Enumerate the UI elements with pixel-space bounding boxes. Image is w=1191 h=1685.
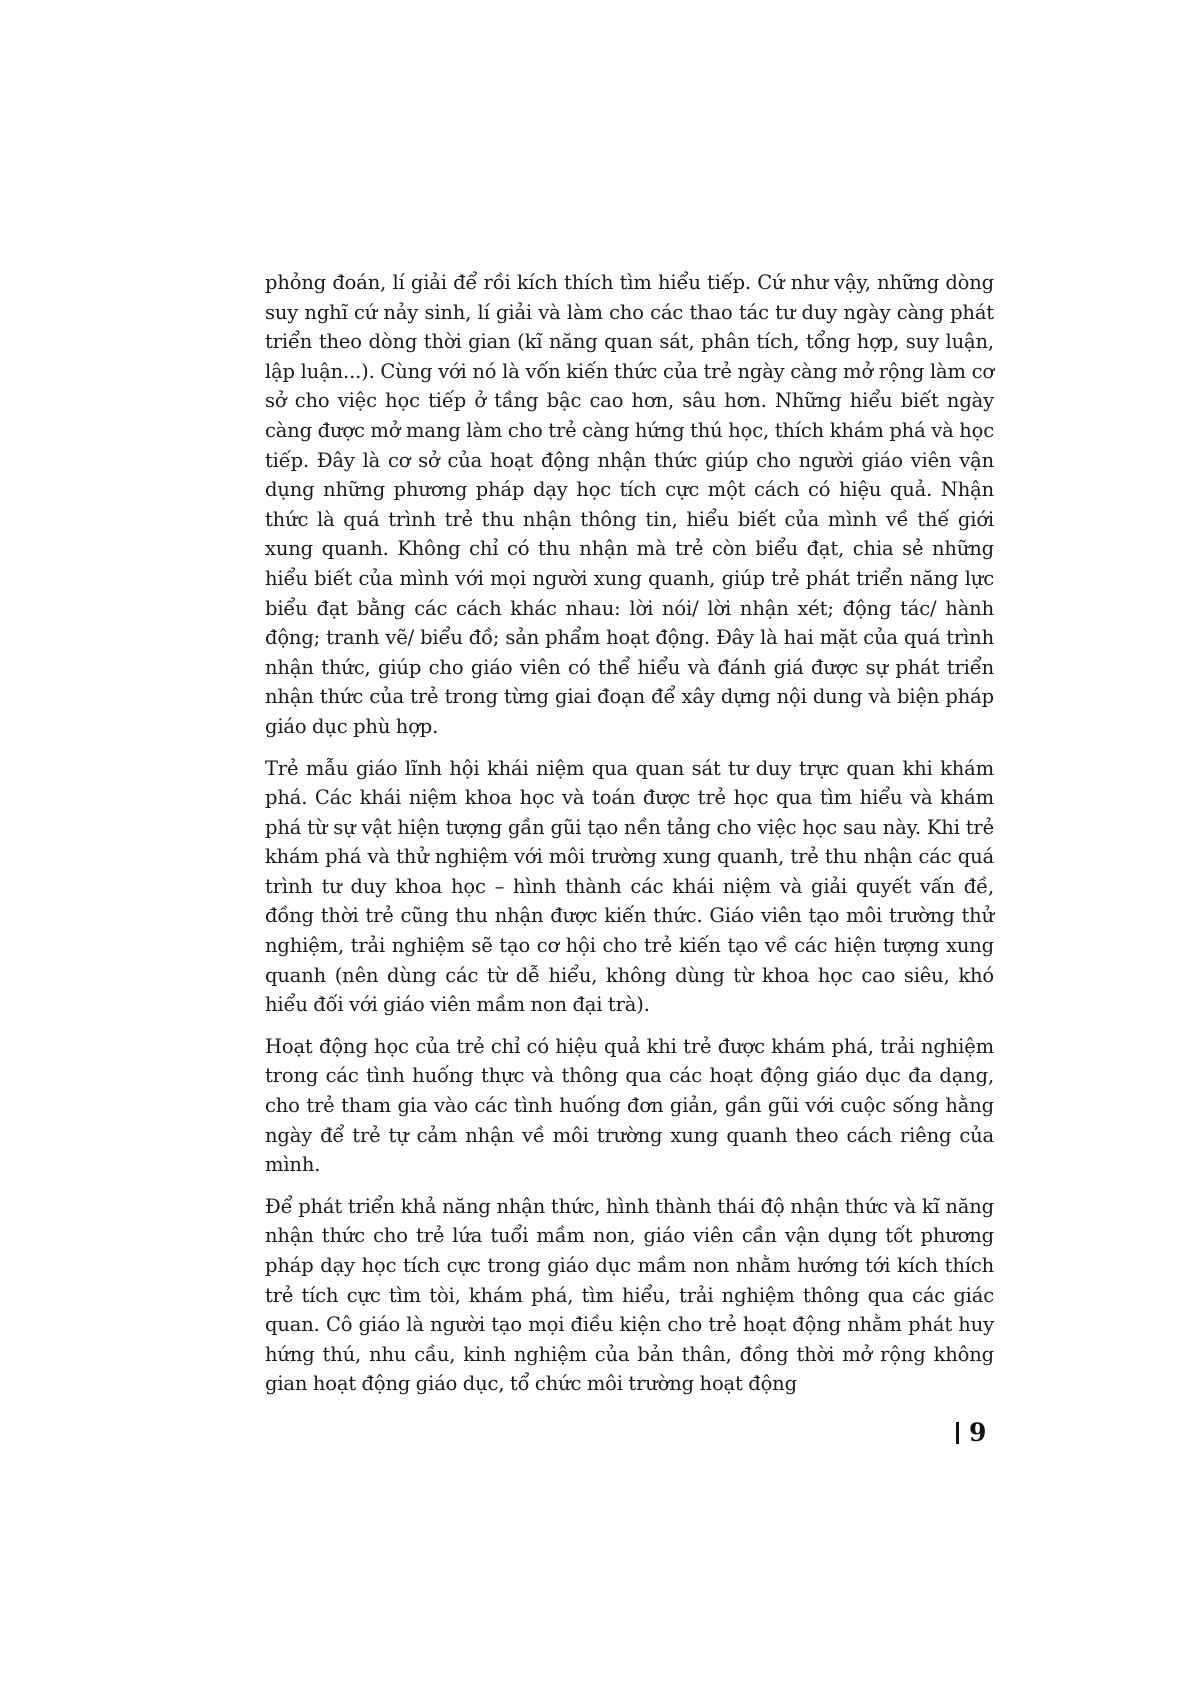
paragraph-2: Trẻ mẫu giáo lĩnh hội khái niệm qua quan sát tư duy trực quan khi khám phá. Các khái niệm khoa học và toán được trẻ học qua tìm hiểu và khám phá từ sự vật hiện tượng gần gũi tạo nền tảng cho việc học sau này. Khi trẻ khám phá và thử nghiệm với môi trường xung quanh, trẻ thu nhận các quá trình tư duy khoa học – hình thành các khái niệm và giải quyết vấn đề, đồng thời trẻ cũng thu nhận được kiến thức. Giáo viên tạo môi trường thử nghiệm, trải nghiệm sẽ tạo cơ hội cho trẻ kiến tạo về các hiện tượng xung quanh (nên dùng các từ dễ hiểu, không dùng từ khoa học cao siêu, khó hiểu đối với giáo viên mầm non đại trà). — [265, 756, 994, 1017]
page-body — [265, 268, 994, 1411]
paragraph-1: phỏng đoán, lí giải để rồi kích thích tìm hiểu tiếp. Cứ như vậy, những dòng suy nghĩ cứ nảy sinh, lí giải và làm cho các thao tác tư duy ngày càng phát triển theo dòng thời gian (kĩ năng quan sát, phân tích, tổng hợp, suy luận, lập luận...). Cùng với nó là vốn kiến thức của trẻ ngày càng mở rộng làm cơ sở cho việc học tiếp ở tầng bậc cao hơn, sâu hơn. Những hiểu biết ngày càng được mở mang làm cho trẻ càng hứng thú học, thích khám phá và học tiếp. Đây là cơ sở của hoạt động nhận thức giúp cho người giáo viên vận dụng những phương pháp dạy học tích cực một cách có hiệu quả. Nhận thức là quá trình trẻ thu nhận thông tin, hiểu biết của mình về thế giới xung quanh. Không chỉ có thu nhận mà trẻ còn biểu đạt, chia sẻ những hiểu biết của mình với mọi người xung quanh, giúp trẻ phát triển năng lực biểu đạt bằng các cách khác nhau: lời nói/ lời nhận xét; động tác/ hành động; tranh vẽ/ biểu đồ; sản phẩm hoạt động. Đây là hai mặt của quá trình nhận thức, giúp cho giáo viên có thể hiểu và đánh giá được sự phát triển nhận thức của trẻ trong từng giai đoạn để xây dựng nội dung và biện pháp giáo dục phù hợp. — [265, 271, 994, 738]
paragraph-4: Để phát triển khả năng nhận thức, hình thành thái độ nhận thức và kĩ năng nhận thức cho trẻ lứa tuổi mầm non, giáo viên cần vận dụng tốt phương pháp dạy học tích cực trong giáo dục mầm non nhằm hướng tới kích thích trẻ tích cực tìm tòi, khám phá, tìm hiểu, trải nghiệm thông qua các giác quan. Cô giáo là người tạo mọi điều kiện cho trẻ hoạt động nhằm phát huy hứng thú, nhu cầu, kinh nghiệm của bản thân, đồng thời mở rộng không gian hoạt động giáo dục, tổ chức môi trường hoạt động — [265, 1194, 994, 1396]
page-number-block — [956, 1418, 986, 1447]
page-number-divider — [956, 1422, 959, 1444]
paragraph-3: Hoạt động học của trẻ chỉ có hiệu quả khi trẻ được khám phá, trải nghiệm trong các tình huống thực và thông qua các hoạt động giáo dục đa dạng, cho trẻ tham gia vào các tình huống đơn giản, gần gũi với cuộc sống hằng ngày để trẻ tự cảm nhận về môi trường xung quanh theo cách riêng của mình. — [265, 1034, 994, 1177]
page-number: 9 — [969, 1418, 987, 1447]
